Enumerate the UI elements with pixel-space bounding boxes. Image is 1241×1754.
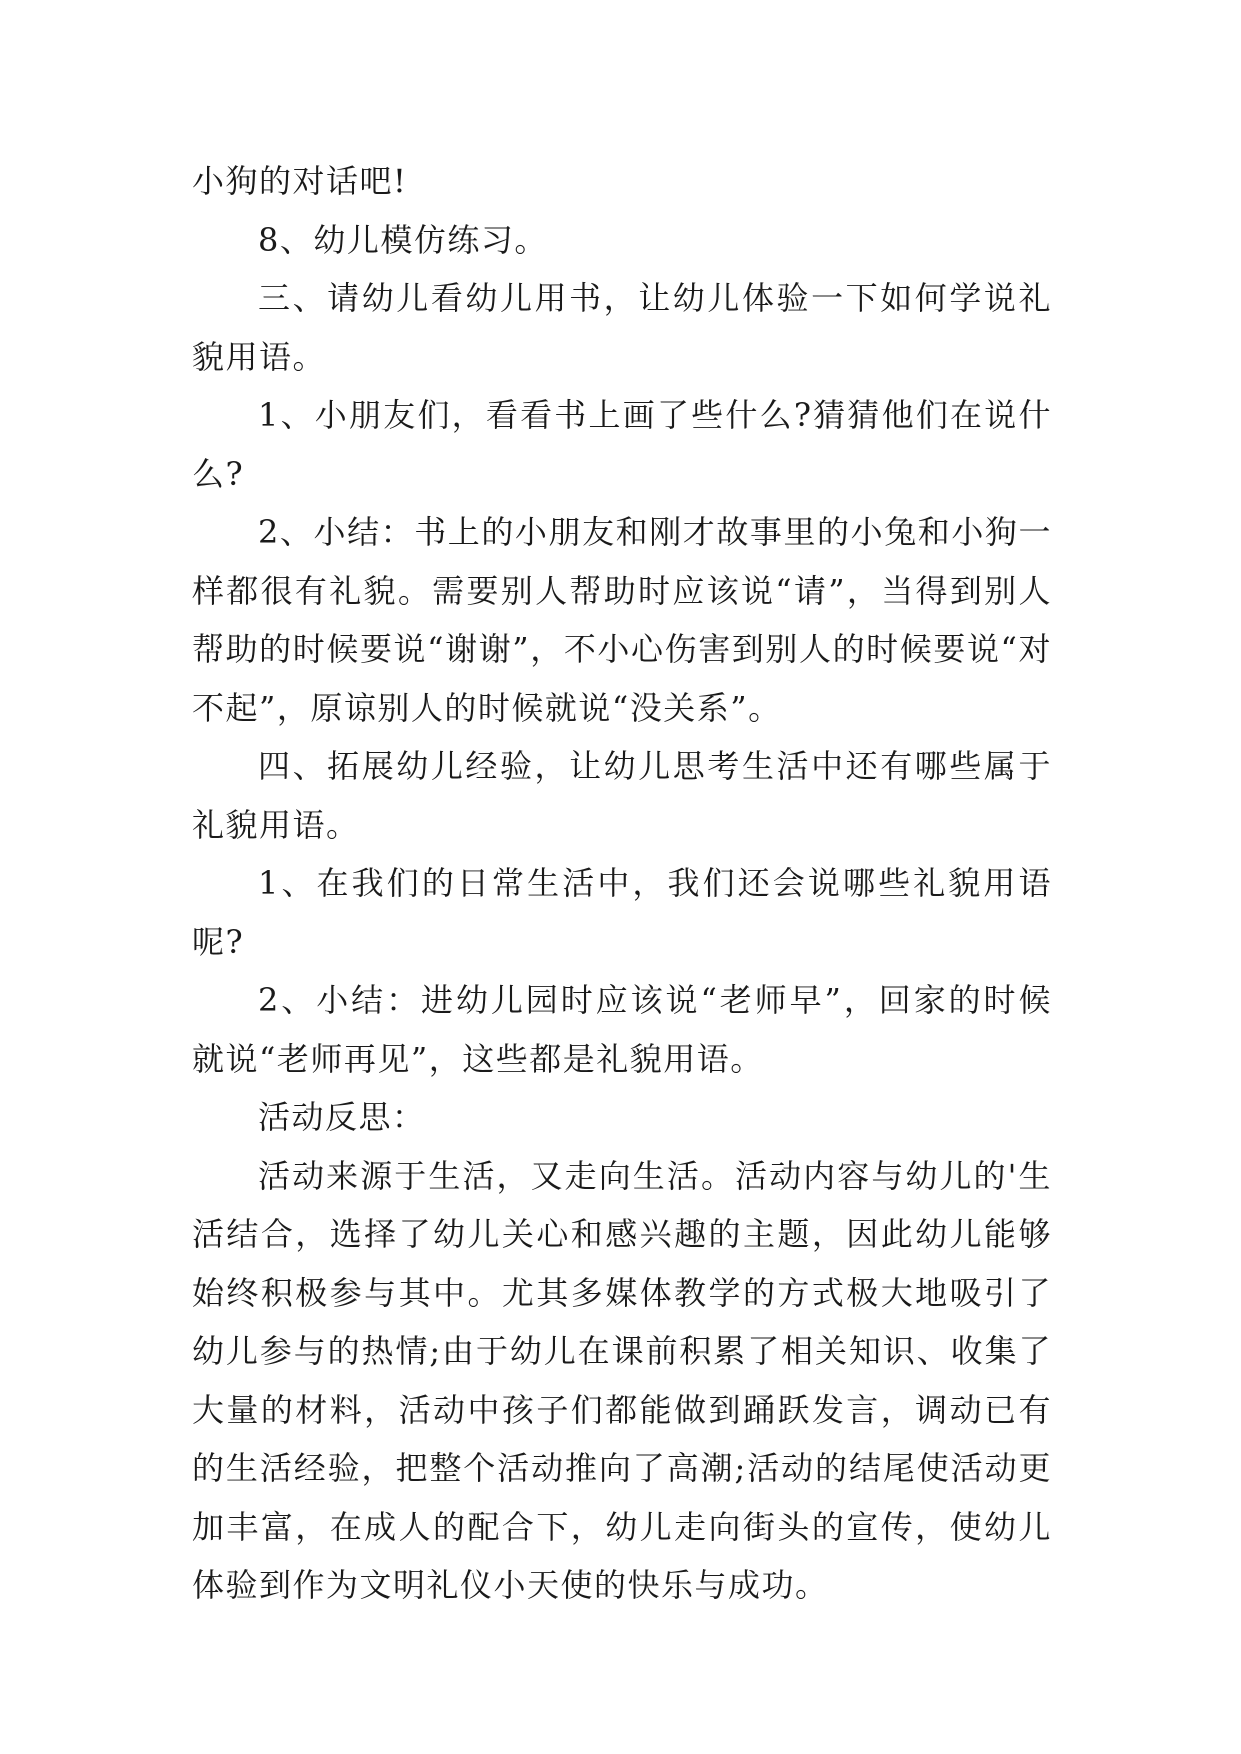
- paragraph-section-3-heading: 三、请幼儿看幼儿用书，让幼儿体验一下如何学说礼貌用语。: [192, 279, 1052, 376]
- paragraph-section-4-item-1: 1、在我们的日常生活中，我们还会说哪些礼貌用语呢?: [192, 864, 1052, 961]
- paragraph-reflection-heading: 活动反思：: [258, 1098, 426, 1136]
- document-body: [192, 152, 1052, 1615]
- paragraph-section-3-summary: 2、小结：书上的小朋友和刚才故事里的小兔和小狗一样都很有礼貌。需要别人帮助时应该说“请”，当得到别人帮助的时候要说“谢谢”，不小心伤害到别人的时候要说“对不起”，原谅别人的时候就说“没关系”。: [192, 513, 1052, 727]
- paragraph-section-4-heading: 四、拓展幼儿经验，让幼儿思考生活中还有哪些属于礼貌用语。: [192, 747, 1052, 844]
- paragraph-continuation: 小狗的对话吧!: [192, 162, 408, 200]
- paragraph-section-3-item-1: 1、小朋友们，看看书上画了些什么?猜猜他们在说什么?: [192, 396, 1052, 493]
- paragraph-reflection-body: 活动来源于生活，又走向生活。活动内容与幼儿的'生活结合，选择了幼儿关心和感兴趣的主题，因此幼儿能够始终积极参与其中。尤其多媒体教学的方式极大地吸引了幼儿参与的热情;由于幼儿在课前积累了相关知识、收集了大量的材料，活动中孩子们都能做到踊跃发言，调动已有的生活经验，把整个活动推向了高潮;活动的结尾使活动更加丰富，在成人的配合下，幼儿走向街头的宣传，使幼儿体验到作为文明礼仪小天使的快乐与成功。: [192, 1156, 1052, 1604]
- paragraph-section-4-summary: 2、小结：进幼儿园时应该说“老师早”，回家的时候就说“老师再见”，这些都是礼貌用语。: [192, 981, 1052, 1078]
- paragraph-step-8: 8、幼儿模仿练习。: [258, 220, 548, 259]
